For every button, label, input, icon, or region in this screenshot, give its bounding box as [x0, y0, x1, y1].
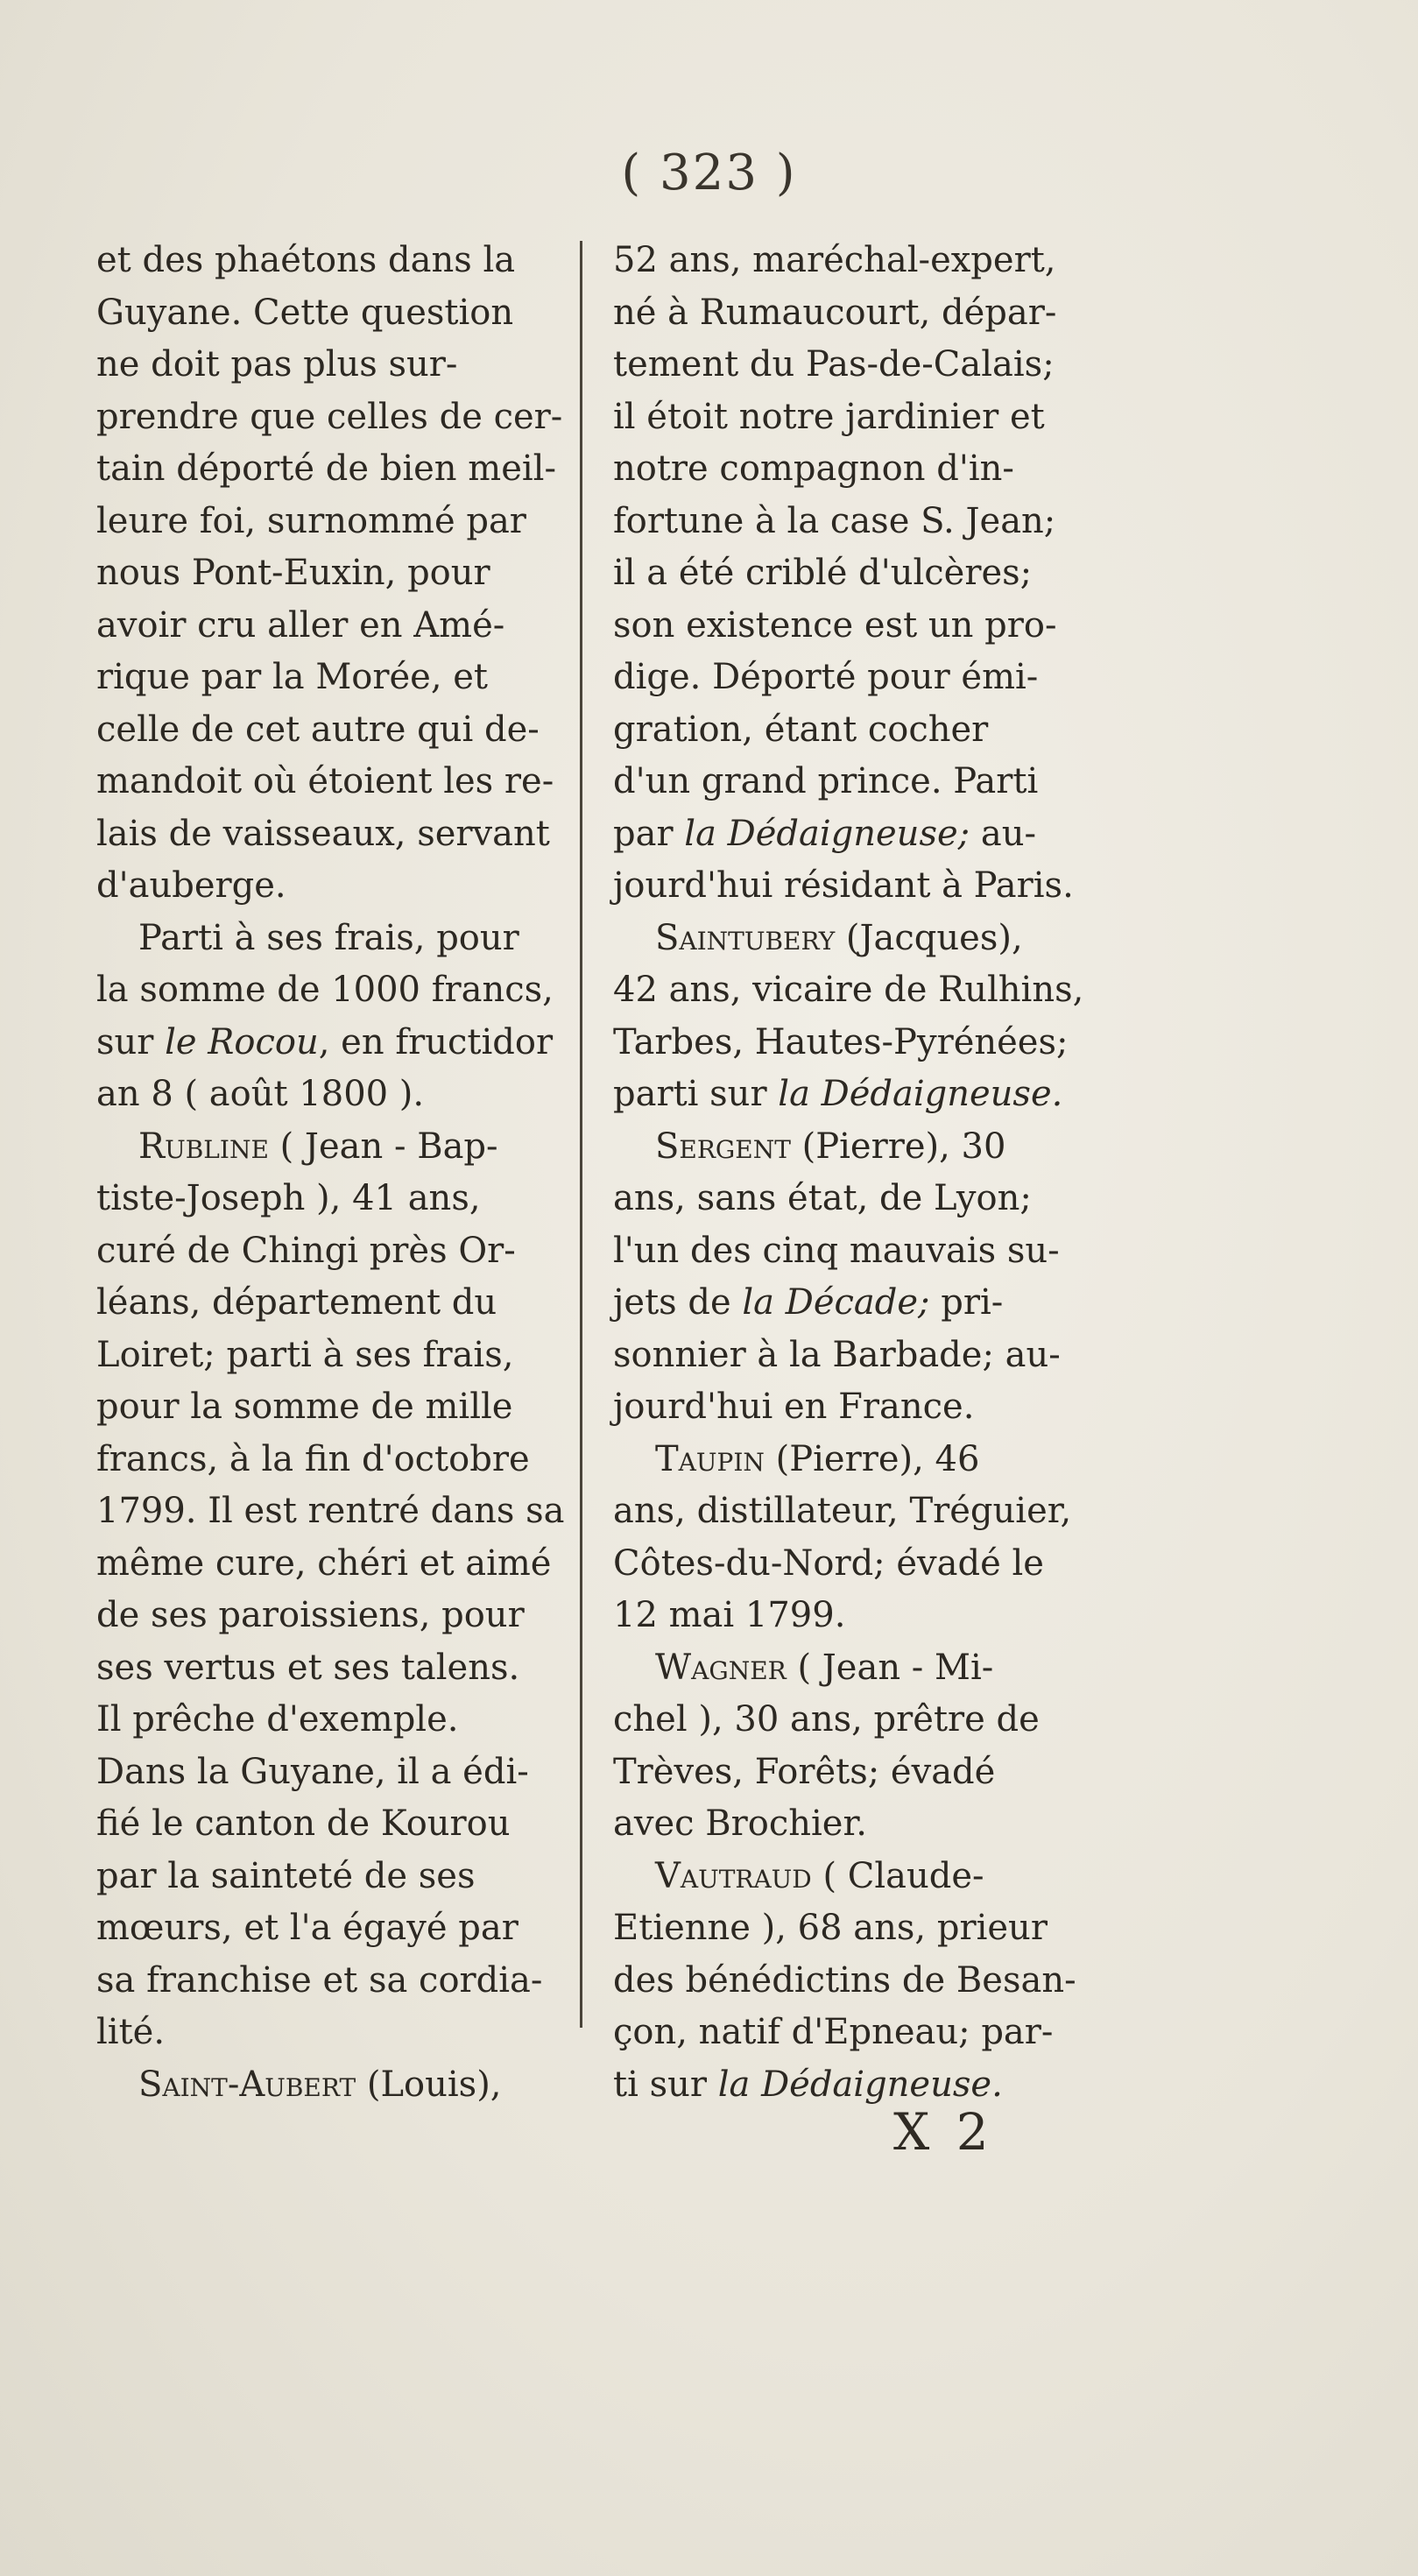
line-text: (Pierre), 46 — [764, 1438, 980, 1479]
text-line — [613, 1590, 1117, 1642]
ship-name: la Dédaigneuse. — [717, 2064, 1003, 2105]
line-text: mœurs, et l'a égayé par — [96, 1908, 519, 1948]
text-line — [613, 756, 1117, 808]
line-text: parti sur — [613, 1074, 779, 1114]
line-text: jourd'hui résidant à Paris. — [613, 865, 1074, 906]
text-line — [96, 1851, 578, 1903]
line-text: francs, à la fin d'octobre — [96, 1438, 530, 1479]
line-text: jourd'hui en France. — [613, 1387, 975, 1427]
line-text: il a été criblé d'ulcères; — [613, 553, 1033, 593]
text-line — [613, 704, 1117, 757]
line-text: Guyane. Cette question — [96, 292, 514, 333]
line-text: et des phaétons dans la — [96, 240, 516, 280]
line-text: la somme de 1000 francs, — [96, 970, 554, 1010]
line-text: gration, étant cocher — [613, 709, 989, 750]
text-line — [96, 913, 578, 965]
text-line — [96, 1330, 578, 1382]
text-line — [96, 2007, 578, 2059]
text-line — [96, 808, 578, 861]
text-line — [613, 235, 1117, 287]
line-text: ses vertus et ses talens. — [96, 1647, 520, 1688]
text-line — [96, 2059, 578, 2112]
text-line — [96, 860, 578, 913]
text-line — [96, 1277, 578, 1330]
line-text: au- — [970, 813, 1036, 854]
line-text: nous Pont-Euxin, pour — [96, 553, 490, 593]
text-line — [613, 1381, 1117, 1434]
line-text: lais de vaisseaux, servant — [96, 813, 550, 854]
line-text: çon, natif d'Epneau; par- — [613, 2012, 1054, 2052]
line-text: né à Rumaucourt, dépar- — [613, 292, 1057, 333]
text-line — [613, 1694, 1117, 1747]
line-text: (Pierre), 30 — [790, 1126, 1006, 1167]
line-text: Trèves, Forêts; évadé — [613, 1751, 996, 1792]
text-line — [613, 1851, 1117, 1903]
text-line — [613, 652, 1117, 704]
line-text: jets de — [613, 1282, 743, 1323]
line-text: rique par la Morée, et — [96, 657, 488, 697]
text-line — [613, 2007, 1117, 2059]
text-line — [613, 1121, 1117, 1174]
text-line — [613, 1798, 1117, 1851]
text-line — [96, 1434, 578, 1486]
line-text: il étoit notre jardinier et — [613, 396, 1045, 437]
line-text: Il prêche d'exemple. — [96, 1699, 459, 1740]
text-line — [96, 600, 578, 653]
text-line — [96, 652, 578, 704]
text-line — [96, 1694, 578, 1747]
text-line — [96, 547, 578, 600]
line-text: même cure, chéri et aimé — [96, 1542, 552, 1584]
line-text: tain déporté de bien meil- — [96, 448, 556, 489]
text-line — [96, 1798, 578, 1851]
line-text: Côtes-du-Nord; évadé le — [613, 1542, 1044, 1584]
line-text: par — [613, 813, 685, 854]
line-text: Tarbes, Hautes-Pyrénées; — [613, 1021, 1069, 1062]
line-text: celle de cet autre qui de- — [96, 709, 540, 750]
text-line — [96, 392, 578, 444]
entry-name: Wagner — [655, 1647, 787, 1688]
text-line — [613, 1955, 1117, 2008]
line-text: (Louis), — [356, 2064, 502, 2105]
text-line — [96, 1173, 578, 1225]
line-text: tement du Pas-de-Calais; — [613, 344, 1055, 385]
line-text: des bénédictins de Besan- — [613, 1959, 1076, 2001]
text-line — [613, 860, 1117, 913]
line-text: 1799. Il est rentré dans sa — [96, 1491, 565, 1531]
line-text: son existence est un pro- — [613, 604, 1057, 646]
text-line — [613, 1225, 1117, 1278]
line-text: 52 ans, maréchal-expert, — [613, 240, 1056, 280]
line-text: prendre que celles de cer- — [96, 396, 563, 437]
line-text: fortune à la case S. Jean; — [613, 500, 1056, 541]
text-line — [613, 339, 1117, 392]
line-text: mandoit où étoient les re- — [96, 761, 554, 801]
line-text: sur — [96, 1021, 166, 1062]
line-text: an 8 ( août 1800 ). — [96, 1074, 425, 1114]
text-line — [613, 1069, 1117, 1121]
ship-name: la Dédaigneuse. — [778, 1074, 1063, 1114]
text-line — [96, 1955, 578, 2008]
text-line — [613, 1902, 1117, 1955]
text-line — [613, 1330, 1117, 1382]
line-text: dige. Déporté pour émi- — [613, 657, 1039, 697]
line-text: fié le canton de Kourou — [96, 1803, 511, 1844]
right-column — [613, 235, 1117, 2111]
line-text: notre compagnon d'in- — [613, 448, 1014, 489]
text-line — [96, 1538, 578, 1591]
text-line — [96, 287, 578, 340]
text-line — [96, 235, 578, 287]
text-line — [613, 1173, 1117, 1225]
line-text: avoir cru aller en Amé- — [96, 604, 505, 646]
line-text: d'auberge. — [96, 865, 286, 906]
text-line — [613, 808, 1117, 861]
line-text: 12 mai 1799. — [613, 1595, 846, 1635]
line-text: léans, département du — [96, 1282, 497, 1323]
text-line — [96, 1121, 578, 1174]
text-line — [96, 443, 578, 496]
line-text: ( Claude- — [811, 1855, 984, 1896]
text-line — [96, 964, 578, 1017]
ship-name: le Rocou — [165, 1021, 319, 1062]
text-line — [613, 964, 1117, 1017]
text-line — [613, 1486, 1117, 1538]
text-line — [96, 1381, 578, 1434]
line-text: ans, sans état, de Lyon; — [613, 1178, 1032, 1218]
text-line — [96, 1747, 578, 1799]
line-text: tiste-Joseph ), 41 ans, — [96, 1178, 481, 1218]
text-line — [613, 913, 1117, 965]
line-text: curé de Chingi près Or- — [96, 1230, 516, 1271]
line-text: ne doit pas plus sur- — [96, 344, 458, 385]
line-text: Parti à ses frais, pour — [138, 917, 519, 958]
line-text: pri- — [929, 1282, 1004, 1323]
text-line — [613, 547, 1117, 600]
line-text: sa franchise et sa cordia- — [96, 1959, 543, 2001]
text-line — [96, 756, 578, 808]
line-text: ( Jean - Bap- — [268, 1126, 498, 1167]
line-text: ( Jean - Mi- — [786, 1647, 994, 1688]
ship-name: la Dédaigneuse; — [684, 813, 970, 854]
line-text: l'un des cinq mauvais su- — [613, 1230, 1060, 1271]
text-line — [613, 1747, 1117, 1799]
entry-name: Rubline — [138, 1126, 269, 1167]
text-line — [96, 704, 578, 757]
line-text: lité. — [96, 2012, 166, 2052]
line-text: par la sainteté de ses — [96, 1855, 476, 1896]
text-line — [96, 1225, 578, 1278]
text-line — [96, 339, 578, 392]
line-text: , en fructidor — [318, 1021, 554, 1062]
line-text: (Jacques), — [835, 917, 1023, 958]
text-line — [613, 1642, 1117, 1695]
line-text: chel ), 30 ans, prêtre de — [613, 1699, 1040, 1740]
text-line — [613, 496, 1117, 548]
entry-name: Saintubery — [655, 917, 836, 958]
entry-name: Taupin — [655, 1438, 765, 1479]
line-text: Etienne ), 68 ans, prieur — [613, 1908, 1048, 1948]
text-line — [96, 1486, 578, 1538]
text-line — [613, 1277, 1117, 1330]
text-line — [96, 1017, 578, 1069]
line-text: ans, distillateur, Tréguier, — [613, 1491, 1072, 1531]
entry-name: Vautraud — [655, 1855, 812, 1896]
text-line — [613, 443, 1117, 496]
line-text: 42 ans, vicaire de Rulhins, — [613, 970, 1084, 1010]
line-text: ti sur — [613, 2064, 718, 2105]
entry-name: Sergent — [655, 1126, 791, 1167]
left-column — [96, 235, 578, 2111]
text-line — [613, 287, 1117, 340]
ship-name: la Décade; — [742, 1282, 930, 1323]
line-text: de ses paroissiens, pour — [96, 1595, 525, 1635]
text-line — [613, 2059, 1117, 2112]
column-divider — [580, 241, 582, 2028]
line-text: pour la somme de mille — [96, 1387, 513, 1427]
signature-mark: X 2 — [893, 2102, 994, 2162]
line-text: avec Brochier. — [613, 1803, 867, 1844]
text-line — [96, 1069, 578, 1121]
text-line — [96, 1902, 578, 1955]
entry-name: Saint-Aubert — [138, 2064, 356, 2105]
text-line — [613, 600, 1117, 653]
text-line — [96, 1642, 578, 1695]
line-text: Dans la Guyane, il a édi- — [96, 1751, 529, 1792]
text-line — [613, 392, 1117, 444]
line-text: Loiret; parti à ses frais, — [96, 1334, 514, 1375]
text-line — [613, 1538, 1117, 1591]
page-number: ( 323 ) — [621, 145, 797, 201]
text-line — [96, 496, 578, 548]
text-line — [613, 1434, 1117, 1486]
line-text: d'un grand prince. Parti — [613, 761, 1039, 801]
text-line — [96, 1590, 578, 1642]
line-text: sonnier à la Barbade; au- — [613, 1334, 1061, 1375]
line-text: leure foi, surnommé par — [96, 500, 526, 541]
text-line — [613, 1017, 1117, 1069]
